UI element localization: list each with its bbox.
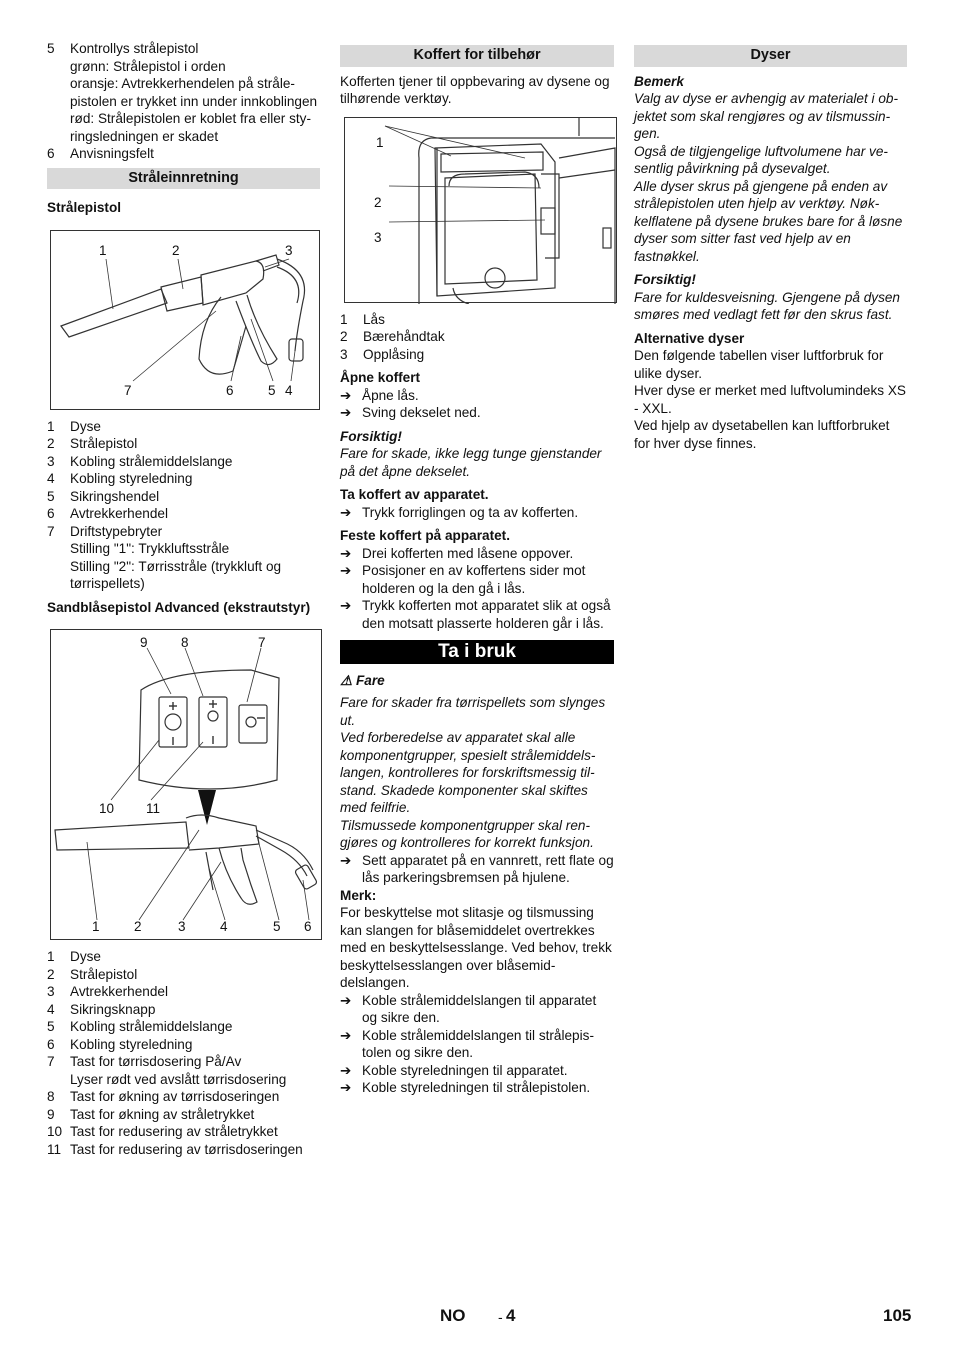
- fig1-label: 5: [268, 382, 276, 398]
- list-item-text: [70, 983, 320, 1001]
- list-item-text: [363, 346, 614, 364]
- list-item-text: [70, 435, 320, 453]
- list-item: [47, 1001, 320, 1019]
- list-item-line: Avtrekkerhendel: [70, 984, 168, 999]
- fig2-label: 11: [146, 801, 161, 816]
- danger-title: Fare: [355, 672, 385, 688]
- fig2-label: 10: [99, 801, 115, 816]
- arrow-icon: ➔: [340, 545, 352, 561]
- danger-text: [340, 694, 614, 852]
- list-item-text: [70, 1123, 320, 1141]
- page-footer: [0, 1307, 954, 1329]
- list-item-text: [70, 966, 320, 984]
- chapter-title-start-up: Ta i bruk: [340, 640, 614, 664]
- list-item-line: Strålepistol: [70, 436, 138, 451]
- list-item-line: Lås: [363, 311, 385, 327]
- instruction-step-text: Koble styreledningen til strålepistolen.: [362, 1080, 591, 1095]
- list-item-line: Tast for redusering av tørrisdoseringen: [70, 1141, 303, 1157]
- fig2-label: 7: [258, 635, 266, 650]
- instruction-step: [340, 1079, 614, 1097]
- arrow-icon: ➔: [340, 992, 352, 1008]
- list-item: [340, 311, 614, 329]
- list-item-number: 11: [47, 1141, 62, 1157]
- list-item-line: Tast for redusering av stråletrykket: [70, 1124, 278, 1139]
- footer-separator: -: [498, 1309, 503, 1325]
- blasting-gun-legend: [47, 418, 320, 593]
- list-item-number: 5: [47, 41, 55, 56]
- attach-case-steps: [340, 545, 614, 633]
- list-item-text: [70, 488, 320, 506]
- list-item: [47, 505, 320, 523]
- list-item-text: [70, 505, 320, 523]
- list-item-number: 8: [47, 1089, 55, 1104]
- list-item-text: [70, 1088, 320, 1106]
- list-item-number: 6: [47, 506, 55, 521]
- attach-case-title: Feste koffert på apparatet.: [340, 528, 510, 543]
- note-text: For beskyttelse mot slitasje og tilsmussing kan slangen for blåsemiddelet overtrekkes med en beskyttelsesslange. Ved behov, trekk beskyttelsesslangen over blåsemiddelslangen.: [340, 905, 612, 990]
- fig2-label: 4: [220, 919, 228, 934]
- instruction-step: [340, 1062, 614, 1080]
- danger-steps: [340, 852, 614, 887]
- fig1-label: 1: [99, 242, 107, 258]
- list-item-text: [70, 470, 320, 488]
- fig1-label: 4: [285, 382, 293, 398]
- instruction-step: [340, 562, 614, 597]
- fig1-label: 7: [124, 382, 132, 398]
- arrow-icon: ➔: [340, 405, 352, 420]
- footer-language: NO: [440, 1306, 466, 1325]
- list-item-number: 9: [47, 1106, 55, 1122]
- list-item-line: Sikringshendel: [70, 488, 160, 504]
- list-item-line: Kobling strålemiddelslange: [70, 1019, 233, 1034]
- paragraph-line: Tilsmussede komponentgrupper skal rengjøres og kontrolleres for korrekt funksjon.: [340, 817, 594, 850]
- list-item: [47, 948, 320, 966]
- section-title-blasting-device: Stråleinnretning: [47, 168, 320, 190]
- paragraph-line: Ved hjelp av dysetabellen kan luftforbruket for hver dyse finnes.: [634, 418, 890, 451]
- instruction-step: [340, 597, 614, 632]
- list-item-line: Sikringsknapp: [70, 1001, 156, 1017]
- accessory-case-drawing: [345, 118, 618, 304]
- subheading-blasting-gun: Strålepistol: [47, 200, 122, 215]
- list-item: [47, 488, 320, 506]
- list-item-number: 2: [47, 436, 55, 451]
- list-item-line: Dyse: [70, 418, 101, 434]
- caution-text: Fare for skade, ikke legg tunge gjenstander på det åpne dekselet.: [340, 446, 602, 479]
- note-title: Merk:: [340, 887, 377, 903]
- fig2-label: 5: [273, 919, 281, 934]
- fig2-label: 8: [181, 635, 189, 650]
- list-item-text: [70, 453, 320, 471]
- list-item: [47, 1053, 320, 1088]
- figure-accessory-case: [344, 117, 617, 303]
- list-item-line: Tast for tørrisdosering På/Av: [70, 1054, 242, 1069]
- list-item: [340, 328, 614, 346]
- list-item: [47, 145, 320, 163]
- list-item-line: Opplåsing: [363, 346, 425, 362]
- list-item-number: 5: [47, 1019, 55, 1034]
- instruction-step-text: Trykk kofferten mot apparatet slik at også den motsatt plasserte holderen går i lås.: [362, 598, 611, 631]
- list-item-number: 6: [47, 1036, 55, 1052]
- list-item-line: rød: Strålepistolen er koblet fra eller styringsledningen er skadet: [70, 111, 312, 144]
- list-item-number: 3: [340, 346, 348, 362]
- list-item-number: 7: [47, 523, 55, 539]
- paragraph-line: Ved forberedelse av apparatet skal alle komponentgrupper, spesielt strålemiddelslangen, kontrolleres for forskriftsmessig tilstand. Skadede komponenter skal skiftes med feilfrie.: [340, 730, 596, 815]
- paragraph-line: Også de tilgjengelige luftvolumene har vesentlig påvirkning på dysevalget.: [634, 143, 888, 176]
- instruction-step-text: Koble styreledningen til apparatet.: [362, 1062, 568, 1078]
- alternative-nozzles-text: [634, 347, 907, 452]
- indicator-list: [47, 40, 320, 163]
- advanced-gun-legend: [47, 948, 320, 1158]
- note-title: Bemerk: [634, 73, 684, 89]
- list-item: [47, 523, 320, 593]
- list-item-text: [70, 418, 320, 436]
- connection-steps: [340, 992, 614, 1097]
- list-item-line: Dyse: [70, 949, 101, 964]
- list-item-line: grønn: Strålepistol i orden: [70, 58, 226, 74]
- fig2-label: 3: [178, 919, 186, 934]
- list-item-line: Kobling styreledning: [70, 471, 193, 486]
- list-item-line: Lyser rødt ved avslått tørrisdosering: [70, 1071, 287, 1087]
- paragraph-line: Den følgende tabellen viser luftforbruk for ulike dyser.: [634, 348, 884, 381]
- arrow-icon: ➔: [340, 1062, 352, 1078]
- remove-case-steps: [340, 504, 614, 522]
- instruction-step-text: Koble strålemiddelslangen til strålepistolen og sikre den.: [362, 1027, 594, 1060]
- list-item-text: [70, 1141, 320, 1159]
- list-item-line: Tast for økning av stråletrykket: [70, 1106, 255, 1122]
- open-case-steps: [340, 387, 614, 422]
- instruction-step: [340, 387, 614, 405]
- section-title-nozzles: Dyser: [634, 45, 907, 67]
- arrow-icon: ➔: [340, 504, 352, 520]
- list-item-number: 7: [47, 1054, 55, 1069]
- column-middle: [340, 40, 614, 1097]
- arrow-icon: ➔: [340, 1027, 352, 1043]
- list-item-line: Avtrekkerhendel: [70, 506, 168, 521]
- list-item: [47, 1088, 320, 1106]
- instruction-step: [340, 1027, 614, 1062]
- list-item-text: [70, 948, 320, 966]
- blasting-gun-drawing: [51, 231, 321, 411]
- list-item: [47, 1123, 320, 1141]
- page-number: 105: [883, 1306, 912, 1325]
- footer-section-number: 4: [506, 1306, 516, 1325]
- instruction-step: [340, 404, 614, 422]
- list-item-line: oransje: Avtrekkerhendelen på strålepistolen er trykket inn under innkoblingen: [70, 76, 318, 109]
- list-item-line: Stilling "1": Trykkluftsstråle: [70, 541, 230, 556]
- instruction-step: [340, 545, 614, 563]
- fig2-label: 6: [304, 919, 312, 934]
- list-item: [47, 1141, 320, 1159]
- list-item-text: [70, 523, 320, 593]
- fig2-label: 1: [92, 919, 100, 934]
- paragraph-line: Fare for skader fra tørrispellets som slynges ut.: [340, 695, 606, 728]
- case-fig-label: 3: [374, 229, 382, 245]
- list-item-line: Kontrollys strålepistol: [70, 41, 199, 56]
- list-item: [47, 40, 320, 145]
- caution-title: Forsiktig!: [634, 272, 696, 287]
- figure-advanced-gun: [50, 629, 322, 940]
- column-right: [634, 40, 907, 452]
- instruction-step-text: Trykk forriglingen og ta av kofferten.: [362, 504, 579, 520]
- fig1-label: 3: [285, 242, 293, 258]
- list-item-number: 3: [47, 984, 55, 999]
- instruction-step: [340, 504, 614, 522]
- arrow-icon: ➔: [340, 563, 352, 578]
- list-item: [47, 470, 320, 488]
- list-item-line: Driftstypebryter: [70, 523, 163, 539]
- section-title-case: Koffert for tilbehør: [340, 45, 614, 67]
- list-item-line: Bærehåndtak: [363, 329, 445, 344]
- list-item-text: [363, 311, 614, 329]
- list-item-number: 6: [47, 146, 55, 161]
- warning-triangle-icon: ⚠: [340, 672, 353, 688]
- list-item-text: [363, 328, 614, 346]
- arrow-icon: ➔: [340, 1080, 352, 1095]
- list-item-text: [70, 145, 320, 163]
- arrow-icon: ➔: [340, 852, 352, 868]
- list-item: [340, 346, 614, 364]
- list-item: [47, 966, 320, 984]
- instruction-step: [340, 852, 614, 887]
- instruction-step-text: Sving dekselet ned.: [362, 405, 481, 420]
- list-item-number: 3: [47, 453, 55, 469]
- fig1-label: 2: [172, 242, 180, 258]
- list-item: [47, 983, 320, 1001]
- list-item-number: 4: [47, 471, 55, 486]
- open-case-title: Åpne koffert: [340, 370, 421, 385]
- caution-title: Forsiktig!: [340, 428, 402, 444]
- caution-text: Fare for kuldesveisning. Gjengene på dysen smøres med vedlagt fett før den skrus fast.: [634, 289, 900, 322]
- figure-blasting-gun: [50, 230, 320, 410]
- list-item-line: Stilling "2": Tørrisstråle (trykkluft og tørrispellets): [70, 558, 282, 591]
- advanced-gun-drawing: [51, 630, 323, 941]
- nozzle-note: [634, 90, 907, 265]
- list-item-line: Tast for økning av tørrisdoseringen: [70, 1089, 280, 1104]
- case-intro: Kofferten tjener til oppbevaring av dysene og tilhørende verktøy.: [340, 73, 610, 106]
- list-item: [47, 1018, 320, 1036]
- list-item-text: [70, 1036, 320, 1054]
- fig2-label: 2: [134, 919, 142, 934]
- list-item-number: 4: [47, 1001, 55, 1017]
- instruction-step-text: Posisjoner en av koffertens sider mot holderen og la den gå i lås.: [362, 563, 586, 596]
- list-item-text: [70, 40, 320, 145]
- column-left: [47, 40, 320, 1158]
- subheading-advanced-gun: Sandblåsepistol Advanced (ekstrautstyr): [47, 599, 311, 615]
- list-item-number: 2: [47, 966, 55, 982]
- remove-case-title: Ta koffert av apparatet.: [340, 487, 489, 502]
- instruction-step-text: Koble strålemiddelslangen til apparatet og sikre den.: [362, 992, 597, 1025]
- list-item-number: 1: [47, 949, 55, 964]
- fig2-label: 9: [140, 635, 148, 650]
- danger-heading: [340, 672, 614, 690]
- instruction-step-text: Åpne lås.: [362, 387, 419, 403]
- list-item-text: [70, 1001, 320, 1019]
- list-item-number: 1: [340, 311, 348, 327]
- case-fig-label: 1: [376, 134, 384, 150]
- arrow-icon: ➔: [340, 598, 352, 613]
- list-item-number: 10: [47, 1124, 63, 1139]
- list-item-number: 5: [47, 488, 55, 504]
- paragraph-line: Alle dyser skrus på gjengene på enden av strålepistolen uten hjelp av verktøy. Nøkkelflatene på dysene brukes bare for å løsne dyser som sitter fast ved hjelp av en fastnøkkel.: [634, 178, 903, 264]
- fig1-label: 6: [226, 382, 234, 398]
- instruction-step-text: Sett apparatet på en vannrett, rett flate og lås parkeringsbremsen på hjulene.: [362, 852, 614, 885]
- list-item-line: Kobling strålemiddelslange: [70, 453, 233, 469]
- list-item-number: 1: [47, 418, 55, 434]
- list-item-line: Anvisningsfelt: [70, 146, 154, 161]
- list-item: [47, 435, 320, 453]
- paragraph-line: Valg av dyse er avhengig av materialet i objektet som skal rengjøres og av tilsmussingen.: [634, 91, 898, 141]
- list-item-text: [70, 1106, 320, 1124]
- list-item-text: [70, 1018, 320, 1036]
- paragraph-line: Hver dyse er merket med luftvolumindeks XS - XXL.: [634, 383, 906, 416]
- list-item: [47, 418, 320, 436]
- list-item-number: 2: [340, 329, 348, 344]
- arrow-icon: ➔: [340, 387, 352, 403]
- list-item-text: [70, 1053, 320, 1088]
- list-item-line: Strålepistol: [70, 966, 138, 982]
- instruction-step-text: Drei kofferten med låsene oppover.: [362, 545, 574, 561]
- case-fig-label: 2: [374, 194, 382, 210]
- instruction-step: [340, 992, 614, 1027]
- case-legend: [340, 311, 614, 364]
- list-item-line: Kobling styreledning: [70, 1036, 193, 1052]
- list-item: [47, 453, 320, 471]
- alternative-nozzles-title: Alternative dyser: [634, 330, 745, 346]
- list-item: [47, 1036, 320, 1054]
- list-item: [47, 1106, 320, 1124]
